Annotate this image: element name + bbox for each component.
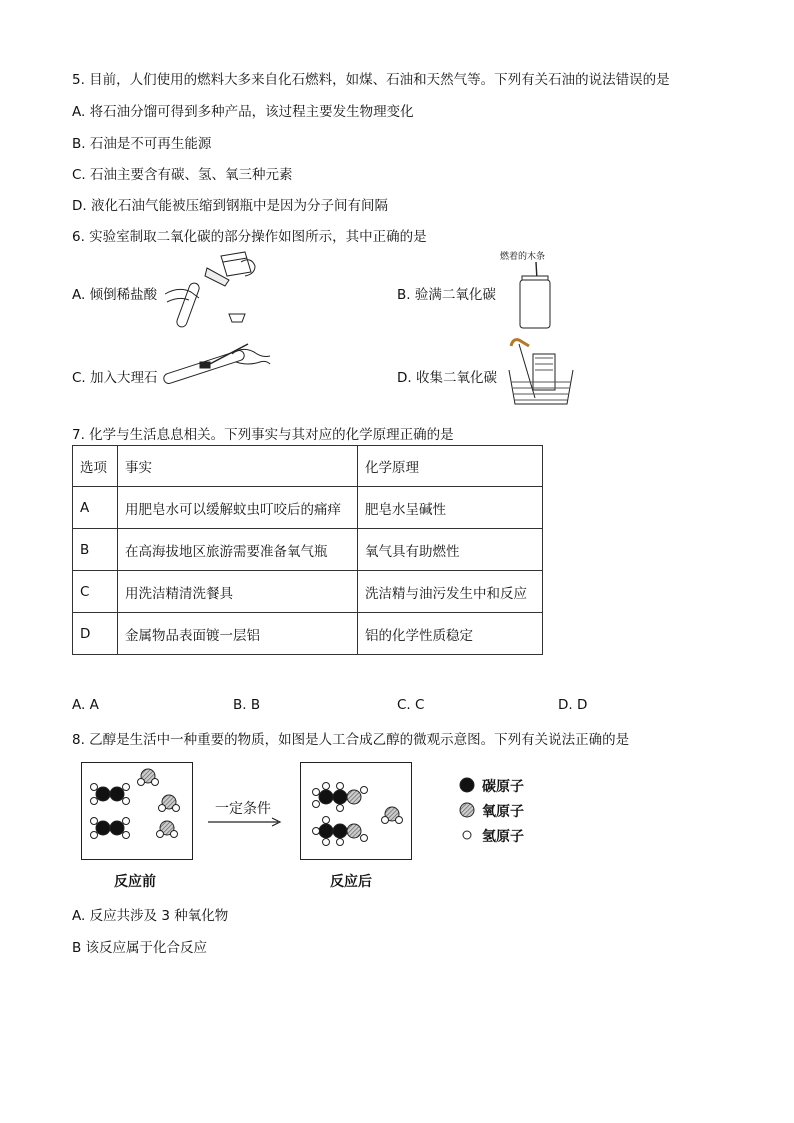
table-header-cell: 化学原理: [358, 446, 543, 487]
table-row: [73, 487, 543, 529]
q5-stem: 5. 目前，人们使用的燃料大多来自化石燃料，如煤、石油和天然气等。下列有关石油的说法错误的是: [72, 72, 670, 88]
after-label: 反应后: [330, 874, 372, 890]
table-header-cell: 事实: [118, 446, 358, 487]
q6-figure-pouring: [163, 250, 263, 330]
table-cell: D: [73, 613, 118, 655]
table-row: [73, 529, 543, 571]
q5-option-d: D. 液化石油气能被压缩到钢瓶中是因为分子间有间隔: [72, 198, 388, 214]
reaction-condition-label: 一定条件: [215, 801, 271, 817]
table-cell: 洗洁精与油污发生中和反应: [358, 571, 543, 613]
q7-stem: 7. 化学与生活息息相关。下列事实与其对应的化学原理正确的是: [72, 427, 454, 443]
table-cell: 铝的化学性质稳定: [358, 613, 543, 655]
q6-option-b: B. 验满二氧化碳: [397, 287, 496, 303]
legend-hydrogen-label: 氢原子: [482, 829, 524, 845]
q6-figure-adding-marble: [162, 340, 272, 400]
molecules-after: [300, 762, 410, 858]
legend-carbon-icon: [459, 777, 475, 793]
q8-stem: 8. 乙醇是生活中一种重要的物质，如图是人工合成乙醇的微观示意图。下列有关说法正确的是: [72, 732, 630, 748]
table-cell: 金属物品表面镀一层铝: [118, 613, 358, 655]
table-cell: 氧气具有助燃性: [358, 529, 543, 571]
q5-option-c: C. 石油主要含有碳、氢、氧三种元素: [72, 167, 293, 183]
table-header-cell: 选项: [73, 446, 118, 487]
q6-option-d: D. 收集二氧化碳: [397, 370, 497, 386]
q6-option-c: C. 加入大理石: [72, 370, 158, 386]
q5-option-b: B. 石油是不可再生能源: [72, 136, 212, 152]
q6-figure-collecting: [505, 338, 585, 408]
q6-stem: 6. 实验室制取二氧化碳的部分操作如图所示，其中正确的是: [72, 229, 427, 245]
table-cell: 在高海拔地区旅游需要准备氧气瓶: [118, 529, 358, 571]
q6-figure-gas-jar: [518, 262, 558, 332]
q7-answer-d: D. D: [558, 697, 588, 713]
before-label: 反应前: [114, 874, 156, 890]
table-row: [73, 613, 543, 655]
table-cell: 肥皂水呈碱性: [358, 487, 543, 529]
table-header-row: [73, 446, 543, 487]
q7-answer-a: A. A: [72, 697, 99, 713]
q7-answer-c: C. C: [397, 697, 425, 713]
molecules-before: [81, 762, 191, 858]
legend-oxygen-label: 氧原子: [482, 804, 524, 820]
q6-figure-b-caption: 燃着的木条: [500, 252, 546, 262]
table-cell: A: [73, 487, 118, 529]
legend-oxygen-icon: [459, 802, 475, 818]
legend-carbon-label: 碳原子: [482, 779, 524, 795]
q8-option-a: A. 反应共涉及 3 种氧化物: [72, 908, 229, 924]
table-cell: C: [73, 571, 118, 613]
table-cell: 用洗洁精清洗餐具: [118, 571, 358, 613]
q7-table: [72, 445, 543, 655]
q8-option-b: B 该反应属于化合反应: [72, 940, 208, 956]
q7-answer-b: B. B: [233, 697, 261, 713]
legend-hydrogen-icon: [459, 827, 475, 843]
table-cell: 用肥皂水可以缓解蚊虫叮咬后的痛痒: [118, 487, 358, 529]
table-cell: B: [73, 529, 118, 571]
q5-option-a: A. 将石油分馏可得到多种产品，该过程主要发生物理变化: [72, 104, 414, 120]
q6-option-a: A. 倾倒稀盐酸: [72, 287, 158, 303]
table-row: [73, 571, 543, 613]
reaction-arrow: [208, 817, 288, 827]
